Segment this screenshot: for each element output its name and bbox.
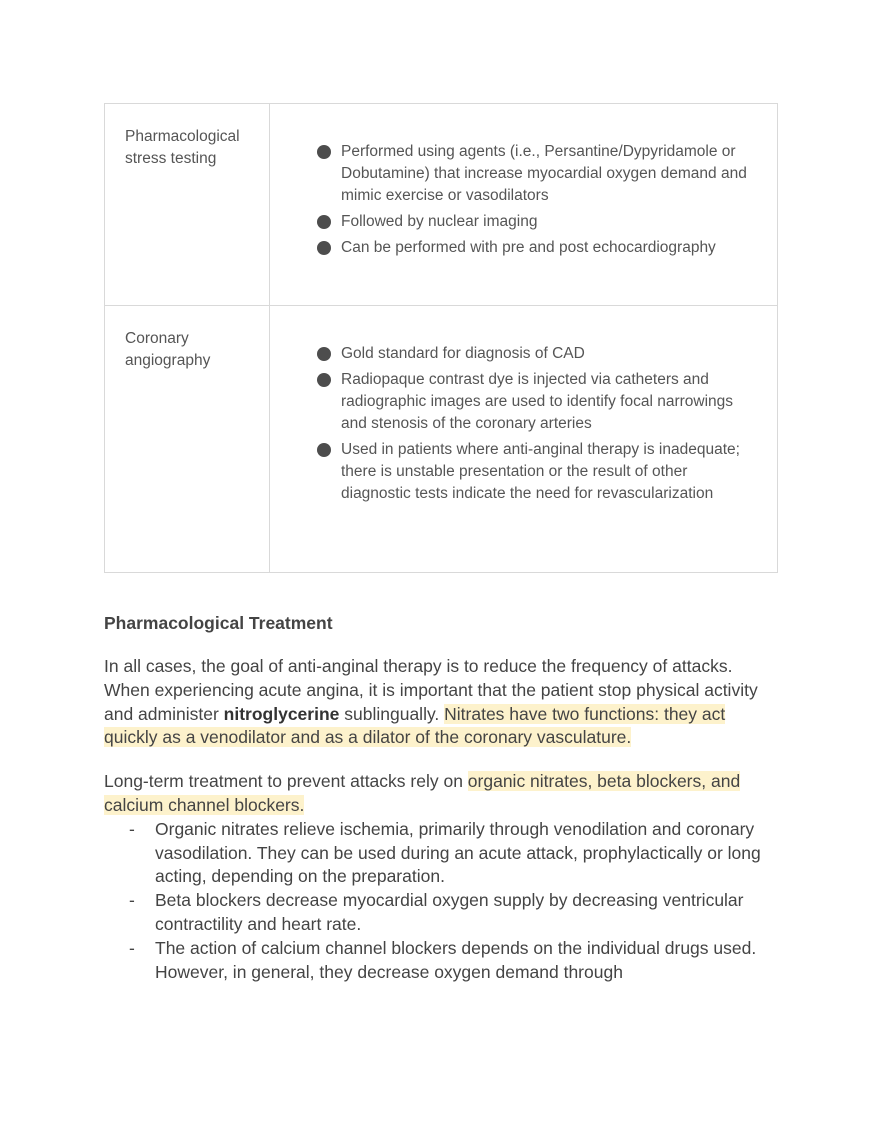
highlighted-text: Nitrates have two functions: they act quickly as a venodilator and as a dilator of the coronary vasculature. (104, 703, 726, 748)
bullet-list (270, 306, 777, 505)
list-item: Used in patients where anti-anginal therapy is inadequate; there is unstable presentation or the result of other diagnostic tests indicate the need for revascularization (317, 439, 757, 505)
list-item: Can be performed with pre and post echocardiography (317, 237, 757, 259)
bullet-dot-icon (317, 347, 331, 361)
section-heading: Pharmacological Treatment (104, 613, 333, 633)
list-item: - Organic nitrates relieve ischemia, primarily through venodilation and coronary vasodilation. They can be used during an acute attack, prophylactically or long acting, depending on the preparation. (129, 818, 761, 887)
bullet-list (270, 104, 777, 259)
dash-marker: - (129, 818, 135, 839)
bullet-dot-icon (317, 241, 331, 255)
table-row (105, 306, 778, 573)
highlighted-text: organic nitrates, beta blockers, and calcium channel blockers. (104, 771, 741, 815)
bullet-dot-icon (317, 443, 331, 457)
table-row (105, 104, 778, 306)
bold-term: nitroglycerine (223, 703, 340, 724)
list-item: Followed by nuclear imaging (317, 211, 757, 233)
table-term-cell (105, 306, 270, 573)
list-item: - Beta blockers decrease myocardial oxygen supply by decreasing ventricular contractility and heart rate. (129, 890, 744, 934)
paragraph-acute-angina: In all cases, the goal of anti-anginal therapy is to reduce the frequency of attacks. When experiencing acute angina, it is important that the patient stop physical activity and administer nitroglycerine sublingually. Nitrates have two functions: they act quickly as a venodilator and as a dilator of the coronary vasculature. (104, 656, 758, 748)
bullet-dot-icon (317, 215, 331, 229)
term-label: Coronary angiography (125, 330, 211, 369)
table-description-cell (270, 306, 778, 573)
dash-marker: - (129, 890, 135, 911)
bullet-dot-icon (317, 373, 331, 387)
list-item: Performed using agents (i.e., Persantine/Dypyridamole or Dobutamine) that increase myocardial oxygen demand and mimic exercise or vasodilators (317, 141, 757, 207)
document-page (104, 103, 778, 984)
dash-marker: - (129, 937, 135, 958)
list-item: - The action of calcium channel blockers depends on the individual drugs used. However, in general, they decrease oxygen demand through (129, 937, 757, 982)
term-label: Pharmacological stress testing (125, 128, 240, 167)
table-term-cell (105, 104, 270, 306)
dash-list (104, 818, 778, 985)
paragraph-long-term: Long-term treatment to prevent attacks rely on organic nitrates, beta blockers, and calcium channel blockers. (104, 771, 741, 815)
table-description-cell (270, 104, 778, 306)
diagnostic-tests-table (104, 103, 778, 573)
list-item: Radiopaque contrast dye is injected via catheters and radiographic images are used to identify focal narrowings and stenosis of the coronary arteries (317, 369, 757, 435)
bullet-dot-icon (317, 145, 331, 159)
list-item: Gold standard for diagnosis of CAD (317, 343, 757, 365)
